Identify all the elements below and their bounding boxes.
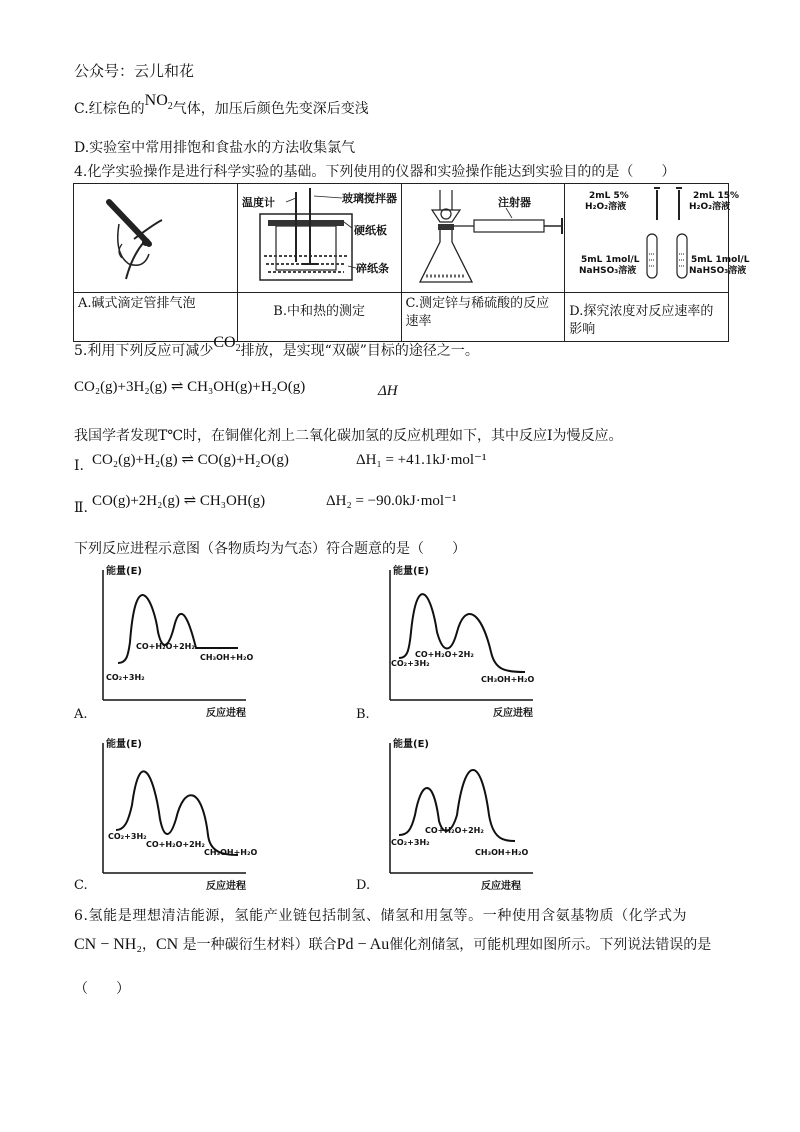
end-species-label: CH₃OH+H₂O	[475, 848, 529, 857]
thermometer-label: 温度计	[241, 196, 275, 209]
q3-option-c-prefix: C.红棕色的	[74, 101, 145, 117]
q5-stem-suffix: 排放，是实现“双碳”目标的途径之一。	[240, 343, 479, 359]
q4-stem: 4.化学实验操作是进行科学实验的基础。下列使用的仪器和实验操作能达到实验目的的是（ ）	[74, 164, 676, 180]
end-species-label: CH₃OH+H₂O	[481, 675, 535, 684]
y-axis-label: 能量(E)	[106, 566, 142, 577]
q5-reaction-2-equation: CO(g)+2H₂(g) ⇌ CH₃OH(g)	[92, 493, 266, 509]
nahso3-a-label2: NaHSO₃溶液	[579, 266, 637, 276]
q3-option-c	[74, 92, 369, 120]
q6-line-2: CN − NH₂，CN 是一种碳衍生材料）联合Pd − Au催化剂储氢，可能机理如图所示。下列说法错误的是	[74, 936, 712, 953]
q4-caption-b: B.中和热的测定	[237, 293, 401, 342]
q6-answer-blank: （ ）	[74, 981, 130, 997]
q5-reaction-1-label: Ⅰ.	[74, 458, 84, 474]
q4-caption-c: C.测定锌与稀硫酸的反应速率	[401, 293, 565, 342]
q3-option-c-suffix: 气体，加压后颜色先变深后变浅	[172, 101, 369, 117]
q4-cell-c-image	[401, 184, 565, 293]
q6-line-1: 6.氢能是理想清洁能源，氢能产业链包括制氢、储氢和用氢等。一种使用含氨基物质（化学式为	[74, 908, 688, 924]
nahso3-b-label: 5mL 1mol/L	[691, 255, 750, 265]
start-species-label: CO₂+3H₂	[106, 673, 145, 682]
q5-question: 下列反应进程示意图（各物质均为气态）符合题意的是（ ）	[74, 541, 466, 557]
h2o2-a-label: 2mL 5%	[589, 191, 630, 201]
x-axis-label: 反应进程	[493, 708, 533, 719]
mid-species-label: CO+H₂O+2H₂	[146, 840, 205, 849]
h2o2-a-label2: H₂O₂溶液	[585, 202, 627, 212]
h2o2-b-label: 2mL 15%	[693, 191, 740, 201]
q5-option-c-label: C.	[74, 878, 88, 893]
q4-cell-d-image	[565, 184, 750, 293]
q4-caption-a: A.碱式滴定管排气泡	[74, 293, 238, 342]
q5-description: 我国学者发现T℃时，在铜催化剂上二氧化碳加氢的反应机理如下，其中反应Ⅰ为慢反应。	[74, 428, 623, 444]
energy-diagram-a	[98, 562, 298, 722]
q4-caption-d: D.探究浓度对反应速率的影响	[565, 293, 729, 342]
q5-reaction-2-dh: ΔH₂ = −90.0kJ·mol⁻¹	[326, 493, 457, 509]
q5-reaction-1-equation: CO₂(g)+H₂(g) ⇌ CO(g)+H₂O(g)	[92, 452, 289, 468]
board-label: 硬纸板	[353, 224, 387, 237]
q3-option-d: D.实验室中常用排饱和食盐水的方法收集氯气	[74, 140, 356, 156]
stirrer-label: 玻璃搅拌器	[341, 192, 397, 205]
energy-diagram-c	[98, 735, 298, 895]
q6-cn-nh2: CN − NH₂	[74, 936, 142, 953]
nahso3-b-label2: NaHSO₃溶液	[689, 266, 747, 276]
x-axis-label: 反应进程	[206, 881, 246, 892]
q5-reaction-1-dh: ΔH₁ = +41.1kJ·mol⁻¹	[356, 452, 487, 468]
start-species-label: CO₂+3H₂	[391, 838, 430, 847]
y-axis-label: 能量(E)	[393, 739, 429, 750]
q6-pd-au: Pd − Au	[336, 936, 390, 953]
q4-apparatus-table	[73, 183, 750, 342]
q5-reaction-2-label: Ⅱ.	[74, 500, 88, 516]
x-axis-label: 反应进程	[206, 708, 246, 719]
q5-overall-dh: ΔH	[378, 383, 398, 399]
end-species-label: CH₃OH+H₂O	[204, 848, 258, 857]
start-species-label: CO₂+3H₂	[108, 832, 147, 841]
calorimeter-illustration	[238, 184, 406, 288]
y-axis-label: 能量(E)	[106, 739, 142, 750]
q6-cn: CN	[155, 936, 179, 953]
syringe-label: 注射器	[497, 196, 531, 209]
mid-species-label: CO+H₂O+2H₂	[136, 642, 195, 651]
q5-option-d-label: D.	[356, 878, 371, 893]
scraps-label: 碎纸条	[355, 262, 389, 275]
q5-option-a-label: A.	[74, 707, 88, 722]
end-species-label: CH₃OH+H₂O	[200, 653, 254, 662]
q5-overall-equation: CO₂(g)+3H₂(g) ⇌ CH₃OH(g)+H₂O(g)	[74, 379, 306, 395]
energy-diagram-b	[385, 562, 585, 722]
q5-stem	[74, 334, 479, 362]
energy-diagram-d	[385, 735, 585, 895]
q5-co2: $CO_2$	[213, 334, 241, 355]
q4-cell-b-image	[237, 184, 401, 293]
x-axis-label: 反应进程	[481, 881, 521, 892]
h2o2-b-label2: H₂O₂溶液	[689, 202, 731, 212]
mid-species-label: CO+H₂O+2H₂	[425, 826, 484, 835]
start-species-label: CO₂+3H₂	[391, 659, 430, 668]
test-tubes-illustration	[565, 184, 761, 288]
q6-line-2-tail: 催化剂储氢，可能机理如图所示。下列说法错误的是	[389, 937, 712, 953]
q5-stem-prefix: 5.利用下列反应可减少	[74, 343, 214, 359]
nahso3-a-label: 5mL 1mol/L	[581, 255, 640, 265]
q3-no2: $NO_2$	[144, 92, 173, 113]
flask-syringe-illustration	[402, 184, 570, 288]
q4-cell-a-image	[74, 184, 238, 293]
account-header: 公众号：云儿和花	[74, 62, 195, 80]
q5-option-b-label: B.	[356, 707, 370, 722]
y-axis-label: 能量(E)	[393, 566, 429, 577]
q6-line-2-mid: 是一种碳衍生材料）联合	[182, 937, 337, 953]
mid-species-label: CO+H₂O+2H₂	[415, 650, 474, 659]
burette-hand-illustration	[74, 184, 224, 288]
